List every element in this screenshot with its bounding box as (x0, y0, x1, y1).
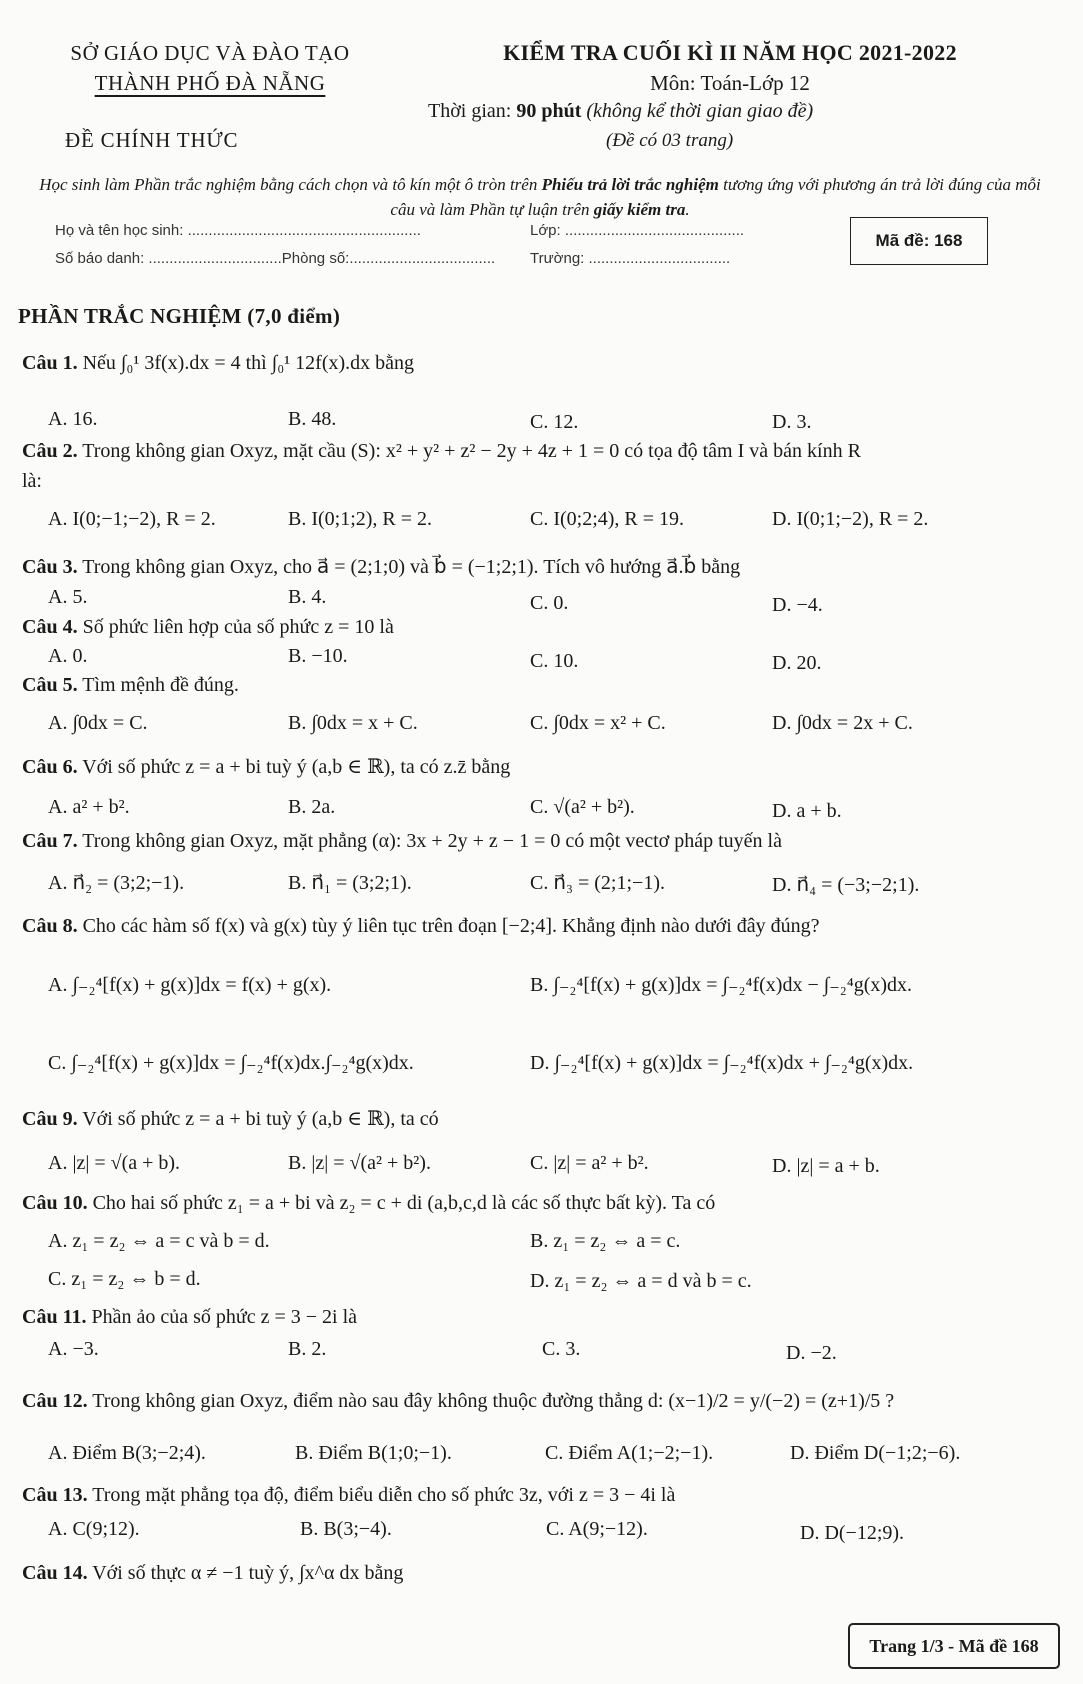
exam-header (440, 38, 1020, 98)
q5-option-a: A. ∫0dx = C. (48, 712, 148, 734)
question-3 (22, 554, 740, 579)
q12-option-c: C. Điểm A(1;−2;−1). (545, 1442, 714, 1464)
q9-option-b: B. |z| = √(a² + b²). (288, 1152, 431, 1174)
q6-option-a: A. a² + b². (48, 796, 130, 818)
question-12 (22, 1390, 894, 1413)
question-text: Trong không gian Oxyz, điểm nào sau đây không thuộc đường thẳng d: (x−1)/2 = y/(−2) = (z+1)/5 ? (92, 1390, 895, 1412)
q6-option-c: C. √(a² + b²). (530, 796, 635, 818)
question-number: Câu 12. (22, 1390, 88, 1412)
question-14 (22, 1562, 403, 1585)
question-8 (22, 915, 820, 938)
q9-option-c: C. |z| = a² + b². (530, 1152, 649, 1174)
dept-line-2: THÀNH PHỐ ĐÀ NẴNG (94, 71, 326, 95)
q9-option-d: D. |z| = a + b. (772, 1155, 880, 1177)
question-text: Trong không gian Oxyz, mặt cầu (S): x² + y² + z² − 2y + 4z + 1 = 0 có tọa độ tâm I và bán kính R (82, 440, 861, 462)
question-text: Phần ảo của số phức z = 3 − 2i là (91, 1306, 358, 1328)
question-9 (22, 1106, 439, 1131)
time-line (428, 100, 813, 123)
dept-line-1: SỞ GIÁO DỤC VÀ ĐÀO TẠO (70, 41, 350, 65)
question-text: Với số phức z = a + bi tuỳ ý (a,b ∈ ℝ), ta có (82, 1108, 439, 1130)
q2-option-c: C. I(0;2;4), R = 19. (530, 508, 685, 530)
q4-option-d: D. 20. (772, 652, 822, 674)
q4-option-a: A. 0. (48, 645, 88, 667)
time-value: 90 phút (516, 100, 582, 122)
q13-option-b: B. B(3;−4). (300, 1518, 392, 1540)
q5-option-c: C. ∫0dx = x² + C. (530, 712, 666, 734)
class-field: Lớp: ........................................... (530, 222, 745, 239)
q1-option-a: A. 16. (48, 408, 98, 430)
instr-bold-1: Phiếu trả lời trắc nghiệm (541, 175, 719, 194)
time-label: Thời gian: (428, 100, 517, 122)
q12-option-b: B. Điểm B(1;0;−1). (295, 1442, 452, 1464)
official-label: ĐỀ CHÍNH THỨC (65, 128, 239, 152)
candidate-number-field: Số báo danh: ................................Phòng số:................................... (55, 250, 496, 267)
q12-option-d: D. Điểm D(−1;2;−6). (790, 1442, 961, 1464)
section-title: PHẦN TRẮC NGHIỆM (7,0 điểm) (18, 304, 341, 328)
q1-option-b: B. 48. (288, 408, 337, 430)
question-number: Câu 13. (22, 1484, 88, 1506)
q7-option-a: A. n⃗₂ = (3;2;−1). (48, 872, 185, 894)
q2-option-d: D. I(0;1;−2), R = 2. (772, 508, 929, 530)
question-number: Câu 9. (22, 1108, 78, 1130)
exam-title: KIỂM TRA CUỐI KÌ II NĂM HỌC 2021-2022 (503, 40, 957, 65)
question-number: Câu 10. (22, 1192, 88, 1214)
q1-option-d: D. 3. (772, 411, 812, 433)
question-number: Câu 2. (22, 440, 78, 462)
q1-option-c: C. 12. (530, 411, 579, 433)
q10-option-d: D. z₁ = z₂ ⇔ a = d và b = c. (530, 1270, 752, 1292)
q8-option-c: C. ∫₋₂⁴[f(x) + g(x)]dx = ∫₋₂⁴f(x)dx.∫₋₂⁴g(x)dx. (48, 1052, 414, 1074)
q11-option-a: A. −3. (48, 1338, 99, 1360)
q9-option-a: A. |z| = √(a + b). (48, 1152, 181, 1174)
q6-option-d: D. a + b. (772, 800, 842, 822)
question-2 (22, 440, 861, 463)
question-number: Câu 7. (22, 830, 78, 852)
q3-option-a: A. 5. (48, 586, 88, 608)
instr-part-3: . (685, 200, 690, 219)
department-header (40, 38, 380, 98)
q11-option-c: C. 3. (542, 1338, 581, 1360)
q4-option-b: B. −10. (288, 645, 348, 667)
question-7 (22, 830, 782, 853)
q7-option-c: C. n⃗₃ = (2;1;−1). (530, 872, 665, 894)
question-text: Trong không gian Oxyz, cho a⃗ = (2;1;0) và b⃗ = (−1;2;1). Tích vô hướng a⃗.b⃗ bằng (82, 556, 741, 578)
pages-note: (Đề có 03 trang) (606, 130, 734, 151)
question-text: Cho các hàm số f(x) và g(x) tùy ý liên tục trên đoạn [−2;4]. Khẳng định nào dưới đây đúng? (82, 915, 820, 937)
q13-option-c: C. A(9;−12). (546, 1518, 648, 1540)
question-10 (22, 1192, 715, 1215)
subject: Môn: Toán-Lớp 12 (650, 71, 810, 95)
instr-bold-2: giấy kiểm tra (593, 200, 686, 219)
question-number: Câu 8. (22, 915, 78, 937)
q8-option-d: D. ∫₋₂⁴[f(x) + g(x)]dx = ∫₋₂⁴f(x)dx + ∫₋₂⁴g(x)dx. (530, 1052, 914, 1074)
question-text: Tìm mệnh đề đúng. (82, 674, 239, 696)
question-number: Câu 14. (22, 1562, 88, 1584)
question-number: Câu 3. (22, 556, 78, 578)
q6-option-b: B. 2a. (288, 796, 336, 818)
question-5 (22, 674, 239, 697)
q3-option-c: C. 0. (530, 592, 569, 614)
q12-option-a: A. Điểm B(3;−2;4). (48, 1442, 206, 1464)
question-text: Trong không gian Oxyz, mặt phẳng (α): 3x + 2y + z − 1 = 0 có một vectơ pháp tuyến là (82, 830, 782, 852)
q4-option-c: C. 10. (530, 650, 579, 672)
school-field: Trường: .................................. (530, 250, 731, 267)
q8-option-b: B. ∫₋₂⁴[f(x) + g(x)]dx = ∫₋₂⁴f(x)dx − ∫₋₂⁴g(x)dx. (530, 974, 913, 996)
question-text: Cho hai số phức z₁ = a + bi và z₂ = c + di (a,b,c,d là các số thực bất kỳ). Ta có (92, 1192, 716, 1214)
question-number: Câu 1. (22, 352, 78, 374)
student-name-field: Họ và tên học sinh: ........................................................ (55, 222, 421, 239)
page-footer: Trang 1/3 - Mã đề 168 (848, 1623, 1060, 1669)
q2-option-b: B. I(0;1;2), R = 2. (288, 508, 433, 530)
question-number: Câu 6. (22, 756, 78, 778)
question-text: Với số thực α ≠ −1 tuỳ ý, ∫x^α dx bằng (92, 1562, 404, 1584)
q3-option-b: B. 4. (288, 586, 327, 608)
q10-option-a: A. z₁ = z₂ ⇔ a = c và b = d. (48, 1230, 270, 1252)
question-6 (22, 754, 510, 779)
time-note: (không kể thời gian giao đề) (581, 100, 814, 122)
question-2-continued: là: (22, 470, 42, 492)
question-4 (22, 616, 394, 639)
question-11 (22, 1306, 357, 1329)
q13-option-d: D. D(−12;9). (800, 1522, 905, 1544)
question-1 (22, 352, 414, 375)
q11-option-b: B. 2. (288, 1338, 327, 1360)
q7-option-d: D. n⃗₄ = (−3;−2;1). (772, 874, 920, 896)
question-number: Câu 11. (22, 1306, 87, 1328)
q13-option-a: A. C(9;12). (48, 1518, 140, 1540)
question-number: Câu 4. (22, 616, 78, 638)
instr-part-2: tương ứng với phương án trả lời đúng của mỗi câu và làm Phần tự luận trên (390, 175, 1041, 219)
question-13 (22, 1484, 675, 1507)
instr-part-1: Học sinh làm Phần trắc nghiệm bằng cách chọn và tô kín một ô tròn trên (39, 175, 542, 194)
q8-option-a: A. ∫₋₂⁴[f(x) + g(x)]dx = f(x) + g(x). (48, 974, 332, 996)
instructions (30, 172, 1050, 222)
q5-option-d: D. ∫0dx = 2x + C. (772, 712, 913, 734)
question-text: Số phức liên hợp của số phức z = 10 là (82, 616, 394, 638)
q10-option-b: B. z₁ = z₂ ⇔ a = c. (530, 1230, 681, 1252)
question-text: Trong mặt phẳng tọa độ, điểm biểu diễn cho số phức 3z, với z = 3 − 4i là (92, 1484, 676, 1506)
q11-option-d: D. −2. (786, 1342, 837, 1364)
question-number: Câu 5. (22, 674, 78, 696)
q5-option-b: B. ∫0dx = x + C. (288, 712, 418, 734)
q2-option-a: A. I(0;−1;−2), R = 2. (48, 508, 216, 530)
question-text: Nếu ∫₀¹ 3f(x).dx = 4 thì ∫₀¹ 12f(x).dx bằng (82, 352, 415, 374)
q3-option-d: D. −4. (772, 594, 823, 616)
exam-code-box: Mã đề: 168 (850, 217, 988, 265)
q7-option-b: B. n⃗₁ = (3;2;1). (288, 872, 412, 894)
question-text: Với số phức z = a + bi tuỳ ý (a,b ∈ ℝ), ta có z.z̄ bằng (82, 756, 511, 778)
q10-option-c: C. z₁ = z₂ ⇔ b = d. (48, 1268, 201, 1290)
